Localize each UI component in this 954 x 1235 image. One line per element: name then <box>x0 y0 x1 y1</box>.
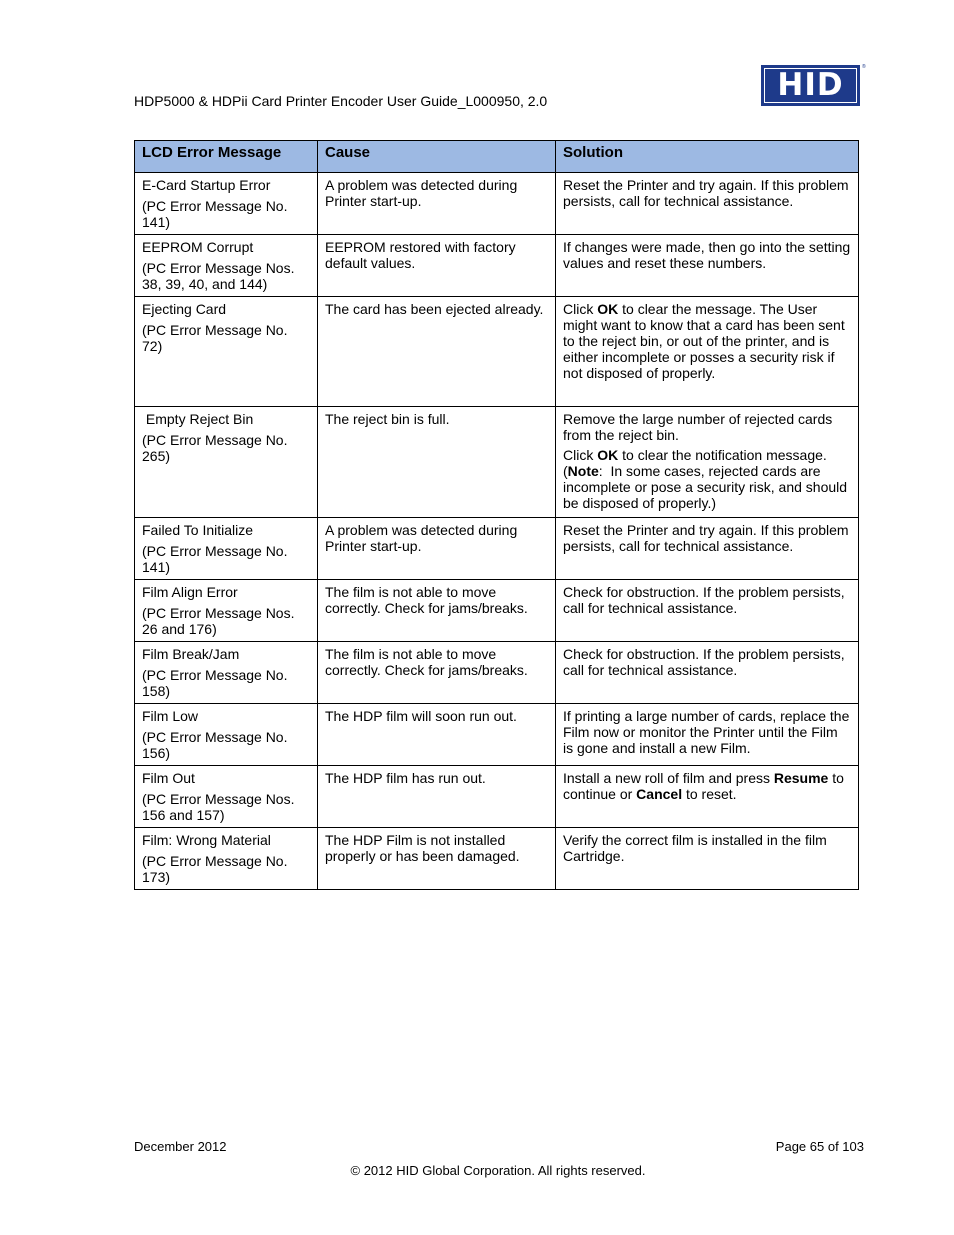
lcd-error-message-cell <box>135 828 318 890</box>
solution-text: Check for obstruction. If the problem persists, call for technical assistance. <box>563 646 849 678</box>
document-title: HDP5000 & HDPii Card Printer Encoder User Guide_L000950, 2.0 <box>134 93 548 109</box>
pc-error-code: (PC Error Message No. 265) <box>142 432 288 464</box>
solution-emphasis: Cancel <box>636 786 683 802</box>
solution-paragraph <box>563 584 851 616</box>
error-message-name: Film Break/Jam <box>142 646 240 662</box>
solution-paragraph <box>563 522 851 554</box>
solution-text: Reset the Printer and try again. If this problem persists, call for technical assistance. <box>563 522 853 554</box>
solution-emphasis: OK <box>597 301 619 317</box>
solution-text: Reset the Printer and try again. If this problem persists, call for technical assistance. <box>563 177 853 209</box>
cause-cell: The film is not able to move correctly. Check for jams/breaks. <box>318 580 556 642</box>
solution-text: Check for obstruction. If the problem persists, call for technical assistance. <box>563 584 849 616</box>
solution-text: Remove the large number of rejected cards from the reject bin. <box>563 411 837 443</box>
error-message-name: Film Align Error <box>142 584 238 600</box>
lcd-error-table <box>134 140 859 890</box>
table-row <box>135 518 859 580</box>
table-row <box>135 297 859 407</box>
table-row <box>135 766 859 828</box>
registered-mark: ® <box>862 64 866 70</box>
solution-cell <box>556 235 859 297</box>
solution-cell <box>556 642 859 704</box>
lcd-error-message-cell <box>135 518 318 580</box>
solution-paragraph <box>563 447 851 511</box>
solution-paragraph <box>563 770 851 802</box>
hid-logo-text: HID <box>764 68 857 103</box>
lcd-error-message-cell <box>135 580 318 642</box>
error-message-name: Ejecting Card <box>142 301 227 317</box>
lcd-error-message-cell <box>135 173 318 235</box>
lcd-error-message-cell <box>135 297 318 407</box>
pc-error-code: (PC Error Message Nos. 156 and 157) <box>142 791 295 823</box>
hid-logo <box>761 65 860 106</box>
solution-paragraph <box>563 239 855 271</box>
solution-paragraph <box>563 411 851 443</box>
lcd-error-message-cell <box>135 407 318 518</box>
solution-cell <box>556 704 859 766</box>
lcd-error-message-cell <box>135 235 318 297</box>
solution-cell <box>556 297 859 407</box>
table-body <box>135 173 859 890</box>
column-header-cause: Cause <box>318 141 556 173</box>
pc-error-code: (PC Error Message No. 173) <box>142 853 288 885</box>
solution-emphasis: Resume <box>773 770 829 786</box>
solution-paragraph <box>563 646 851 678</box>
solution-text: If changes were made, then go into the setting values and reset these numbers. <box>563 239 855 271</box>
table-row <box>135 828 859 890</box>
lcd-error-message-cell <box>135 766 318 828</box>
pc-error-code: (PC Error Message Nos. 38, 39, 40, and 144) <box>142 260 295 292</box>
footer-page-number: Page 65 of 103 <box>775 1139 864 1154</box>
pc-error-code: (PC Error Message No. 141) <box>142 543 288 575</box>
table-row <box>135 642 859 704</box>
pc-error-code: (PC Error Message Nos. 26 and 176) <box>142 605 295 637</box>
error-message-name: Film: Wrong Material <box>142 832 271 848</box>
solution-text: Click <box>563 301 598 317</box>
footer-copyright: © 2012 HID Global Corporation. All rights reserved. <box>350 1163 646 1178</box>
table-row <box>135 173 859 235</box>
cause-cell: A problem was detected during Printer start-up. <box>318 518 556 580</box>
pc-error-code: (PC Error Message No. 72) <box>142 322 288 354</box>
cause-cell: The HDP Film is not installed properly or has been damaged. <box>318 828 556 890</box>
pc-error-code: (PC Error Message No. 156) <box>142 729 288 761</box>
lcd-error-message-cell <box>135 642 318 704</box>
table-row <box>135 235 859 297</box>
cause-cell: A problem was detected during Printer start-up. <box>318 173 556 235</box>
error-message-name: Empty Reject Bin <box>142 411 254 427</box>
pc-error-code: (PC Error Message No. 158) <box>142 667 288 699</box>
solution-paragraph <box>563 708 854 756</box>
solution-paragraph <box>563 832 851 864</box>
pc-error-code: (PC Error Message No. 141) <box>142 198 288 230</box>
error-message-name: EEPROM Corrupt <box>142 239 254 255</box>
cause-cell: EEPROM restored with factory default values. <box>318 235 556 297</box>
table-row <box>135 407 859 518</box>
solution-cell <box>556 828 859 890</box>
solution-text: : In some cases, rejected cards are incomplete or pose a security risk, and should be disposed of properly.) <box>563 463 851 511</box>
solution-emphasis: Note <box>567 463 599 479</box>
table-header-row <box>135 141 859 173</box>
solution-text: Verify the correct film is installed in the film Cartridge. <box>563 832 831 864</box>
solution-paragraph <box>563 301 851 381</box>
cause-cell: The HDP film has run out. <box>318 766 556 828</box>
solution-emphasis: OK <box>597 447 619 463</box>
solution-cell <box>556 407 859 518</box>
solution-cell <box>556 518 859 580</box>
footer-date: December 2012 <box>134 1139 227 1154</box>
error-message-name: Failed To Initialize <box>142 522 254 538</box>
solution-text: Click <box>563 447 598 463</box>
error-message-name: Film Low <box>142 708 199 724</box>
cause-cell: The HDP film will soon run out. <box>318 704 556 766</box>
lcd-error-message-cell <box>135 704 318 766</box>
solution-cell <box>556 173 859 235</box>
solution-paragraph <box>563 177 851 209</box>
table-row <box>135 580 859 642</box>
error-message-name: Film Out <box>142 770 195 786</box>
solution-text: to continue or <box>563 770 848 802</box>
cause-cell: The card has been ejected already. <box>318 297 556 407</box>
error-message-name: E-Card Startup Error <box>142 177 271 193</box>
column-header-solution: Solution <box>556 141 859 173</box>
cause-cell: The reject bin is full. <box>318 407 556 518</box>
solution-text: If printing a large number of cards, replace the Film now or monitor the Printer until the Film is gone and install a new Film. <box>563 708 854 756</box>
column-header-lcd-error-message: LCD Error Message <box>135 141 318 173</box>
solution-text: Install a new roll of film and press <box>563 770 774 786</box>
cause-cell: The film is not able to move correctly. Check for jams/breaks. <box>318 642 556 704</box>
table-row <box>135 704 859 766</box>
solution-cell <box>556 766 859 828</box>
solution-text: to clear the notification message. ( <box>563 447 831 479</box>
solution-cell <box>556 580 859 642</box>
solution-text: to reset. <box>682 786 737 802</box>
solution-text: to clear the message. The User might want to know that a card has been sent to the reject bin, or out of the printer, and is either incomplete or posses a security risk if not disposed of properly. <box>563 301 849 381</box>
